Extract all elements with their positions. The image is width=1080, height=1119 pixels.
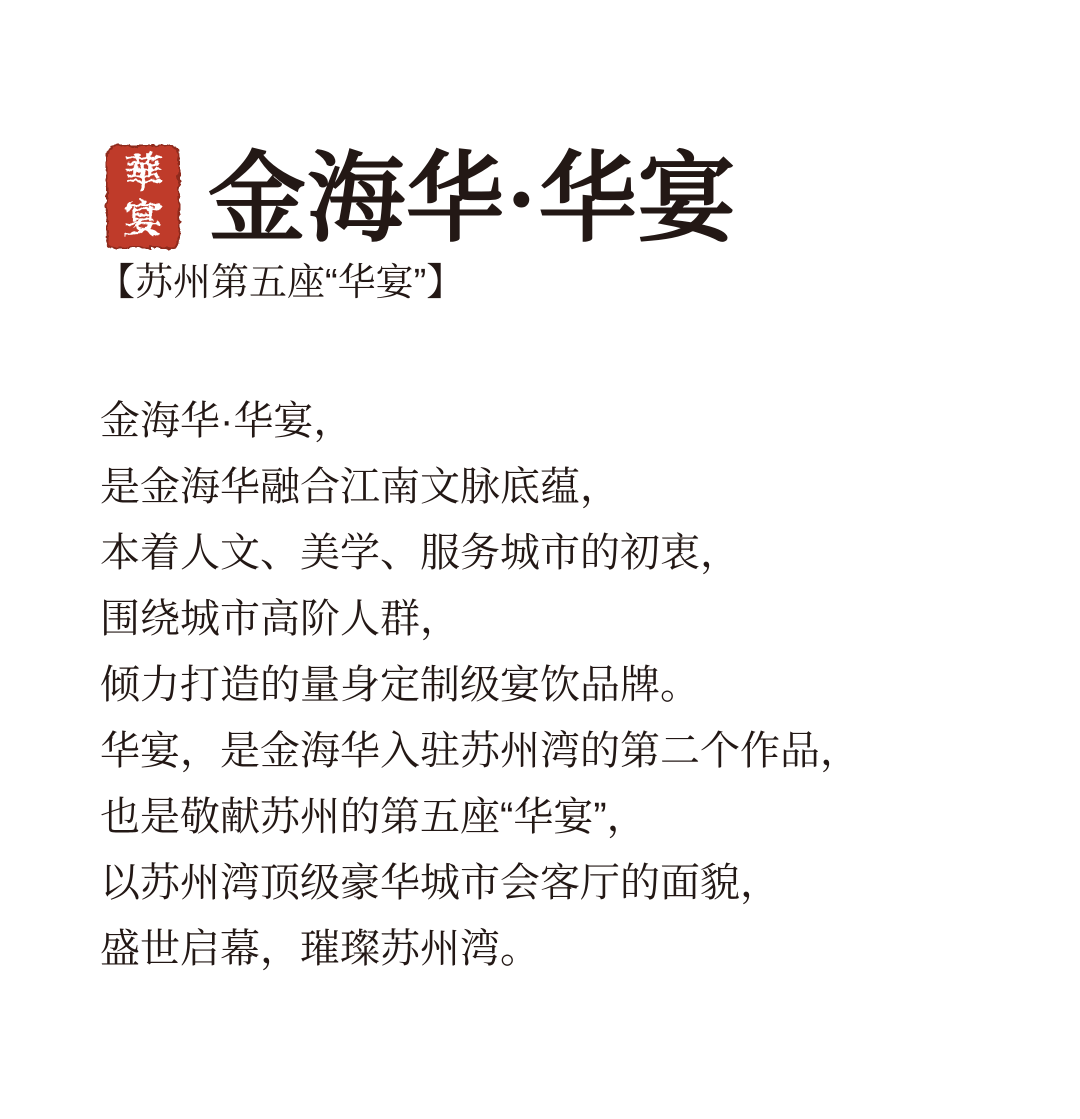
body-copy (100, 388, 860, 982)
body-line: 以苏州湾顶级豪华城市会客厅的面貌， (100, 861, 780, 905)
body-line: 也是敬献苏州的第五座“华宴”， (100, 795, 647, 839)
hua-yan-seal-icon (106, 145, 180, 249)
body-line: 金海华·华宴， (100, 399, 354, 443)
page-title: 金海华·华宴 (208, 146, 737, 255)
body-line: 华宴，是金海华入驻苏州湾的第二个作品， (100, 729, 860, 773)
seal-char-bottom: 宴 (123, 199, 162, 241)
body-line: 盛世启幕，璀璨苏州湾。 (100, 927, 540, 971)
brand-header (106, 145, 737, 253)
body-line: 是金海华融合江南文脉底蕴， (100, 465, 620, 509)
body-line: 围绕城市高阶人群， (100, 597, 460, 641)
body-line: 本着人文、美学、服务城市的初衷， (100, 531, 740, 575)
body-line: 倾力打造的量身定制级宴饮品牌。 (100, 663, 700, 707)
seal-char-top: 華 (123, 153, 162, 195)
page-subtitle: 【苏州第五座“华宴”】 (97, 262, 465, 304)
